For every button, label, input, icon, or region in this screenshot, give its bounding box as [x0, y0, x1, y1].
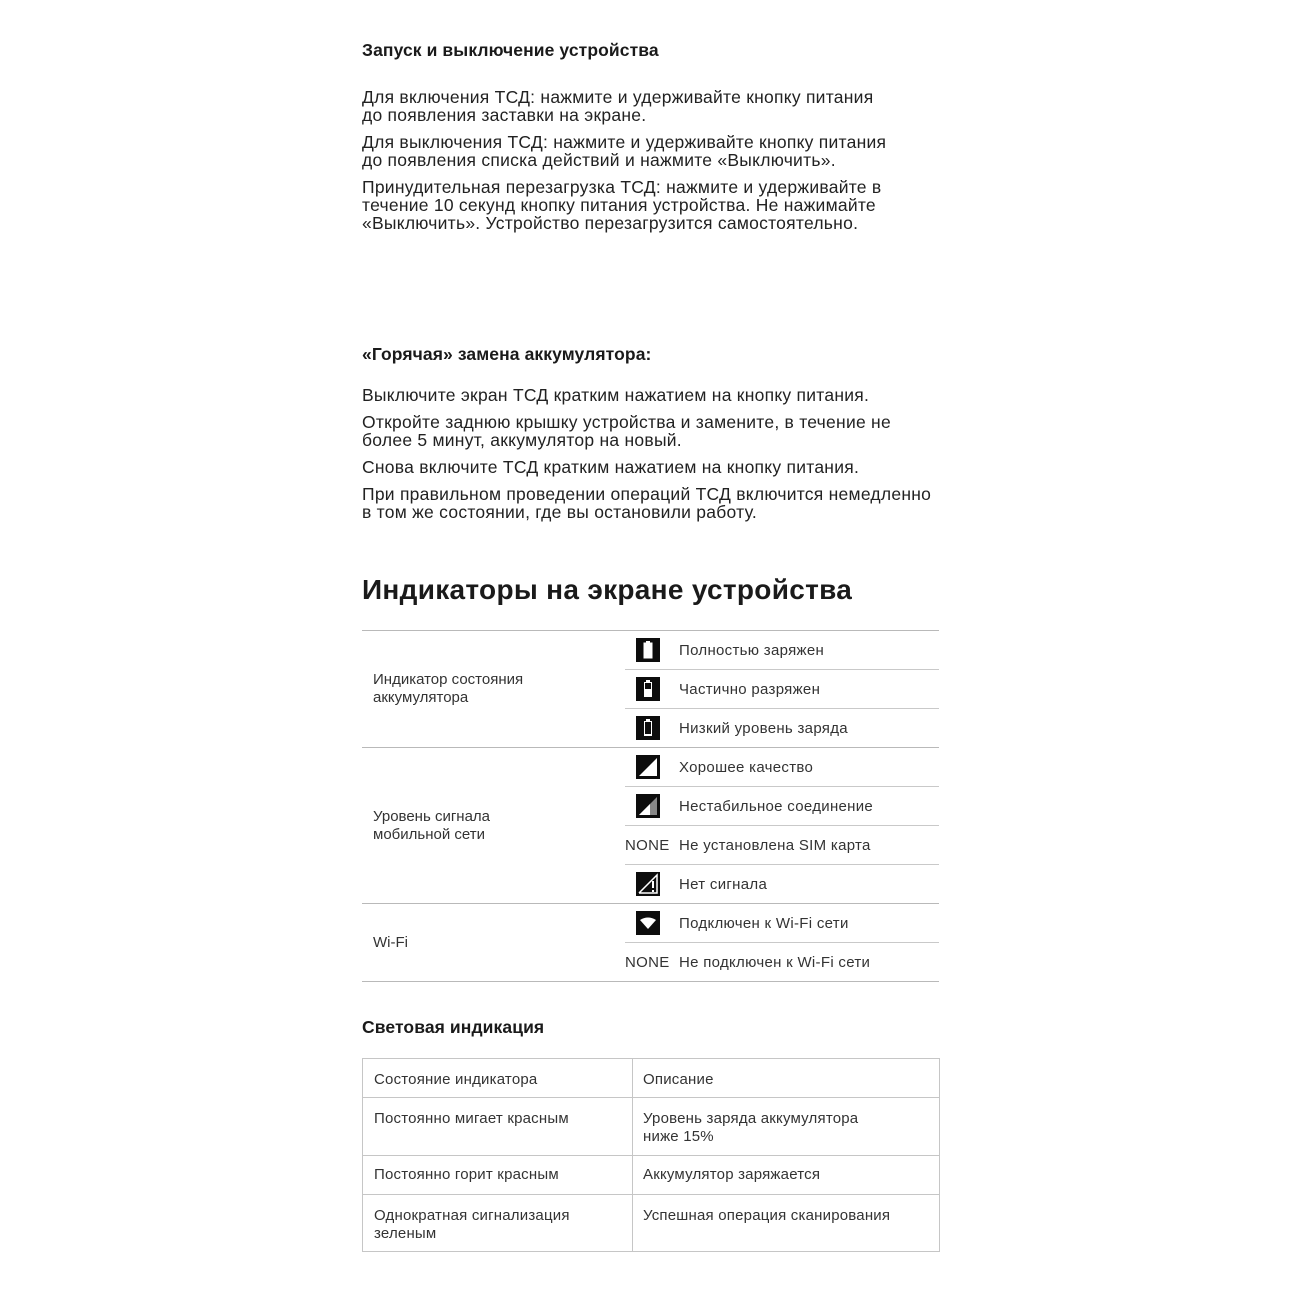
indicator-text: Частично разряжен	[679, 680, 821, 698]
table-cell: Уровень заряда аккумулятора ниже 15%	[633, 1098, 940, 1156]
paragraph: Для выключения ТСД: нажмите и удерживайте кнопку питания до появления списка действий и нажмите «Выключить».	[362, 132, 887, 170]
indicator-row	[625, 709, 939, 747]
table-row	[363, 1098, 940, 1156]
table-cell: Аккумулятор заряжается	[633, 1156, 940, 1195]
light-title: Световая индикация	[362, 1017, 545, 1037]
signal-full-icon	[636, 755, 660, 779]
indicator-text: Низкий уровень заряда	[679, 719, 848, 737]
indicator-row	[625, 904, 939, 943]
none-label: NONE	[625, 836, 670, 854]
wifi-icon	[636, 911, 660, 935]
group-label: Уровень сигнала мобильной сети	[373, 807, 491, 843]
table-cell: Постоянно мигает красным	[363, 1098, 633, 1156]
signal-none-icon	[636, 872, 660, 896]
paragraph: При правильном проведении операций ТСД включится немедленно в том же состоянии, где вы остановили работу.	[362, 484, 932, 522]
table-header-row	[363, 1059, 940, 1098]
hotswap-title: «Горячая» замена аккумулятора:	[362, 344, 652, 364]
table-row	[363, 1156, 940, 1195]
table-cell: Однократная сигнализация зеленым	[363, 1195, 633, 1252]
none-label: NONE	[625, 953, 670, 971]
battery-half-icon	[636, 677, 660, 701]
table-header-cell: Состояние индикатора	[363, 1059, 633, 1098]
table-header-cell: Описание	[633, 1059, 940, 1098]
paragraph: Для включения ТСД: нажмите и удерживайте кнопку питания до появления заставки на экране.	[362, 87, 874, 125]
startup-paragraphs	[362, 88, 940, 241]
indicator-text: Нет сигнала	[679, 875, 768, 893]
indicator-row	[625, 865, 939, 903]
table-cell: Успешная операция сканирования	[633, 1195, 940, 1252]
paragraph: Принудительная перезагрузка ТСД: нажмите и удерживайте в течение 10 секунд кнопку питания устройства. Не нажимайте «Выключить». Устройство перезагрузится самостоятельно.	[362, 177, 882, 233]
light-indication-table	[362, 1058, 940, 1252]
indicator-text: Нестабильное соединение	[679, 797, 874, 815]
indicator-group-battery	[362, 631, 939, 748]
indicator-row	[625, 670, 939, 709]
indicator-text: Полностью заряжен	[679, 641, 825, 659]
indicator-row	[625, 826, 939, 865]
paragraph: Выключите экран ТСД кратким нажатием на кнопку питания.	[362, 385, 870, 405]
group-label: Wi-Fi	[373, 933, 408, 951]
indicator-text: Подключен к Wi-Fi сети	[679, 914, 849, 932]
signal-partial-icon	[636, 794, 660, 818]
indicators-table	[362, 630, 939, 982]
hotswap-paragraphs	[362, 386, 940, 530]
table-row	[363, 1195, 940, 1252]
battery-low-icon	[636, 716, 660, 740]
paragraph: Откройте заднюю крышку устройства и замените, в течение не более 5 минут, аккумулятор на новый.	[362, 412, 891, 450]
indicator-row	[625, 787, 939, 826]
table-cell: Постоянно горит красным	[363, 1156, 633, 1195]
indicator-group-wifi	[362, 904, 939, 982]
indicator-row	[625, 631, 939, 670]
indicator-text: Не установлена SIM карта	[679, 836, 871, 854]
startup-title: Запуск и выключение устройства	[362, 40, 659, 60]
paragraph: Снова включите ТСД кратким нажатием на кнопку питания.	[362, 457, 860, 477]
indicator-text: Хорошее качество	[679, 758, 814, 776]
battery-full-icon	[636, 638, 660, 662]
indicator-row	[625, 943, 939, 981]
indicator-text: Не подключен к Wi-Fi сети	[679, 953, 871, 971]
group-label: Индикатор состояния аккумулятора	[373, 671, 524, 706]
indicators-title: Индикаторы на экране устройства	[362, 574, 853, 605]
indicator-row	[625, 748, 939, 787]
indicator-group-signal	[362, 748, 939, 904]
